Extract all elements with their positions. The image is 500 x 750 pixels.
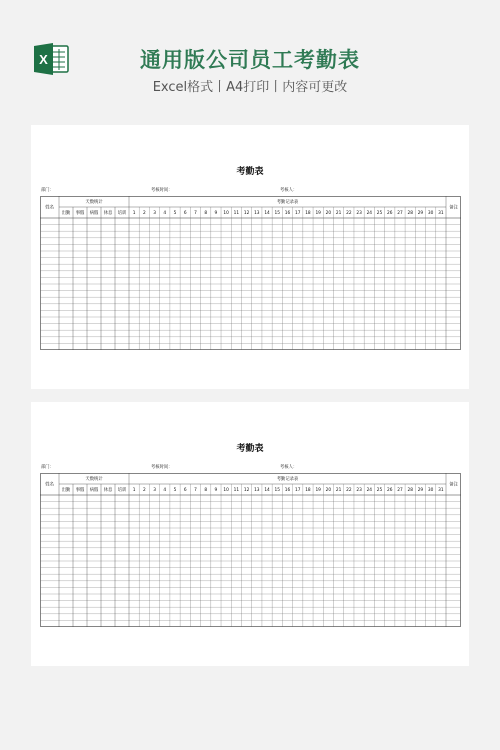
sheet-title: 考勤表 xyxy=(236,444,264,454)
day-header: 3 xyxy=(153,488,156,493)
day-header: 25 xyxy=(376,488,383,493)
attendance-table xyxy=(40,196,461,350)
attendance-table xyxy=(40,473,461,627)
day-header: 4 xyxy=(163,488,167,493)
day-header: 13 xyxy=(254,488,260,493)
person-label: 考核人： xyxy=(280,188,298,193)
day-header: 12 xyxy=(243,211,250,216)
day-header: 10 xyxy=(223,211,229,216)
day-header: 26 xyxy=(387,211,393,216)
day-header: 20 xyxy=(325,211,332,216)
day-header: 16 xyxy=(284,488,291,493)
day-header: 1 xyxy=(132,488,136,493)
day-header: 2 xyxy=(142,211,146,216)
stats-column-header: 休息 xyxy=(103,211,113,216)
day-header: 23 xyxy=(356,488,362,493)
record-header: 考勤记录表 xyxy=(276,477,299,482)
day-header: 2 xyxy=(142,488,146,493)
sheet-preview-1 xyxy=(31,125,469,389)
page-title: 通用版公司员工考勤表 xyxy=(140,48,360,72)
day-header: 13 xyxy=(254,211,260,216)
day-header: 28 xyxy=(407,211,413,216)
day-header: 14 xyxy=(264,488,270,493)
day-header: 3 xyxy=(153,211,156,216)
day-header: 7 xyxy=(194,488,197,493)
day-header: 24 xyxy=(366,211,373,216)
stats-column-header: 出勤 xyxy=(61,488,71,493)
day-header: 9 xyxy=(214,211,218,216)
stats-column-header: 病假 xyxy=(89,488,99,493)
day-header: 18 xyxy=(305,211,311,216)
day-header: 15 xyxy=(274,211,281,216)
person-label: 考核人： xyxy=(280,465,298,470)
record-header: 考勤记录表 xyxy=(276,200,299,205)
day-header: 30 xyxy=(427,488,434,493)
day-header: 28 xyxy=(407,488,413,493)
day-header: 22 xyxy=(346,488,352,493)
stats-column-header: 培训 xyxy=(117,211,127,216)
attendance-grid xyxy=(40,196,461,350)
page-subtitle: Excel格式丨A4打印丨内容可更改 xyxy=(152,80,348,95)
day-header: 24 xyxy=(366,488,373,493)
day-header: 25 xyxy=(376,211,383,216)
header xyxy=(0,0,500,110)
note-header: 备注 xyxy=(449,205,458,211)
day-header: 6 xyxy=(183,488,187,493)
day-header: 26 xyxy=(387,488,393,493)
day-header: 1 xyxy=(132,211,136,216)
day-header: 5 xyxy=(173,211,177,216)
stats-column-header: 事假 xyxy=(75,488,85,493)
day-header: 17 xyxy=(294,488,301,493)
day-header: 11 xyxy=(233,211,240,216)
time-label: 考核时间： xyxy=(151,465,173,470)
day-header: 8 xyxy=(204,211,208,216)
day-header: 19 xyxy=(315,488,321,493)
day-header: 11 xyxy=(233,488,240,493)
day-header: 5 xyxy=(173,488,177,493)
day-header: 8 xyxy=(204,488,208,493)
day-header: 19 xyxy=(315,211,321,216)
day-header: 15 xyxy=(274,488,281,493)
sheet-title: 考勤表 xyxy=(236,167,264,177)
excel-icon-letter: X xyxy=(39,52,48,67)
day-header: 6 xyxy=(183,211,187,216)
sheet-preview-2 xyxy=(31,402,469,666)
day-header: 20 xyxy=(325,488,332,493)
day-header: 31 xyxy=(438,211,444,216)
day-header: 21 xyxy=(335,488,342,493)
day-header: 30 xyxy=(427,211,434,216)
dept-label: 部门： xyxy=(41,188,54,193)
day-header: 22 xyxy=(346,211,352,216)
stats-column-header: 出勤 xyxy=(61,211,71,216)
day-header: 18 xyxy=(305,488,311,493)
stats-column-header: 休息 xyxy=(103,488,113,493)
day-header: 29 xyxy=(417,211,424,216)
attendance-grid xyxy=(40,473,461,627)
name-header: 姓名 xyxy=(45,482,54,488)
day-header: 12 xyxy=(243,488,250,493)
day-header: 31 xyxy=(438,488,444,493)
day-header: 7 xyxy=(194,211,197,216)
day-header: 23 xyxy=(356,211,362,216)
stats-column-header: 事假 xyxy=(75,211,85,216)
day-header: 27 xyxy=(397,488,403,493)
stats-header: 天数统计 xyxy=(85,477,103,482)
day-header: 10 xyxy=(223,488,229,493)
stats-column-header: 病假 xyxy=(89,211,99,216)
day-header: 17 xyxy=(294,211,301,216)
day-header: 16 xyxy=(284,211,291,216)
day-header: 29 xyxy=(417,488,424,493)
name-header: 姓名 xyxy=(45,205,54,211)
day-header: 14 xyxy=(264,211,270,216)
time-label: 考核时间： xyxy=(151,188,173,193)
note-header: 备注 xyxy=(449,482,458,488)
stats-header: 天数统计 xyxy=(85,200,103,205)
day-header: 21 xyxy=(335,211,342,216)
stats-column-header: 培训 xyxy=(117,488,127,493)
dept-label: 部门： xyxy=(41,465,54,470)
day-header: 9 xyxy=(214,488,218,493)
day-header: 4 xyxy=(163,211,167,216)
day-header: 27 xyxy=(397,211,403,216)
